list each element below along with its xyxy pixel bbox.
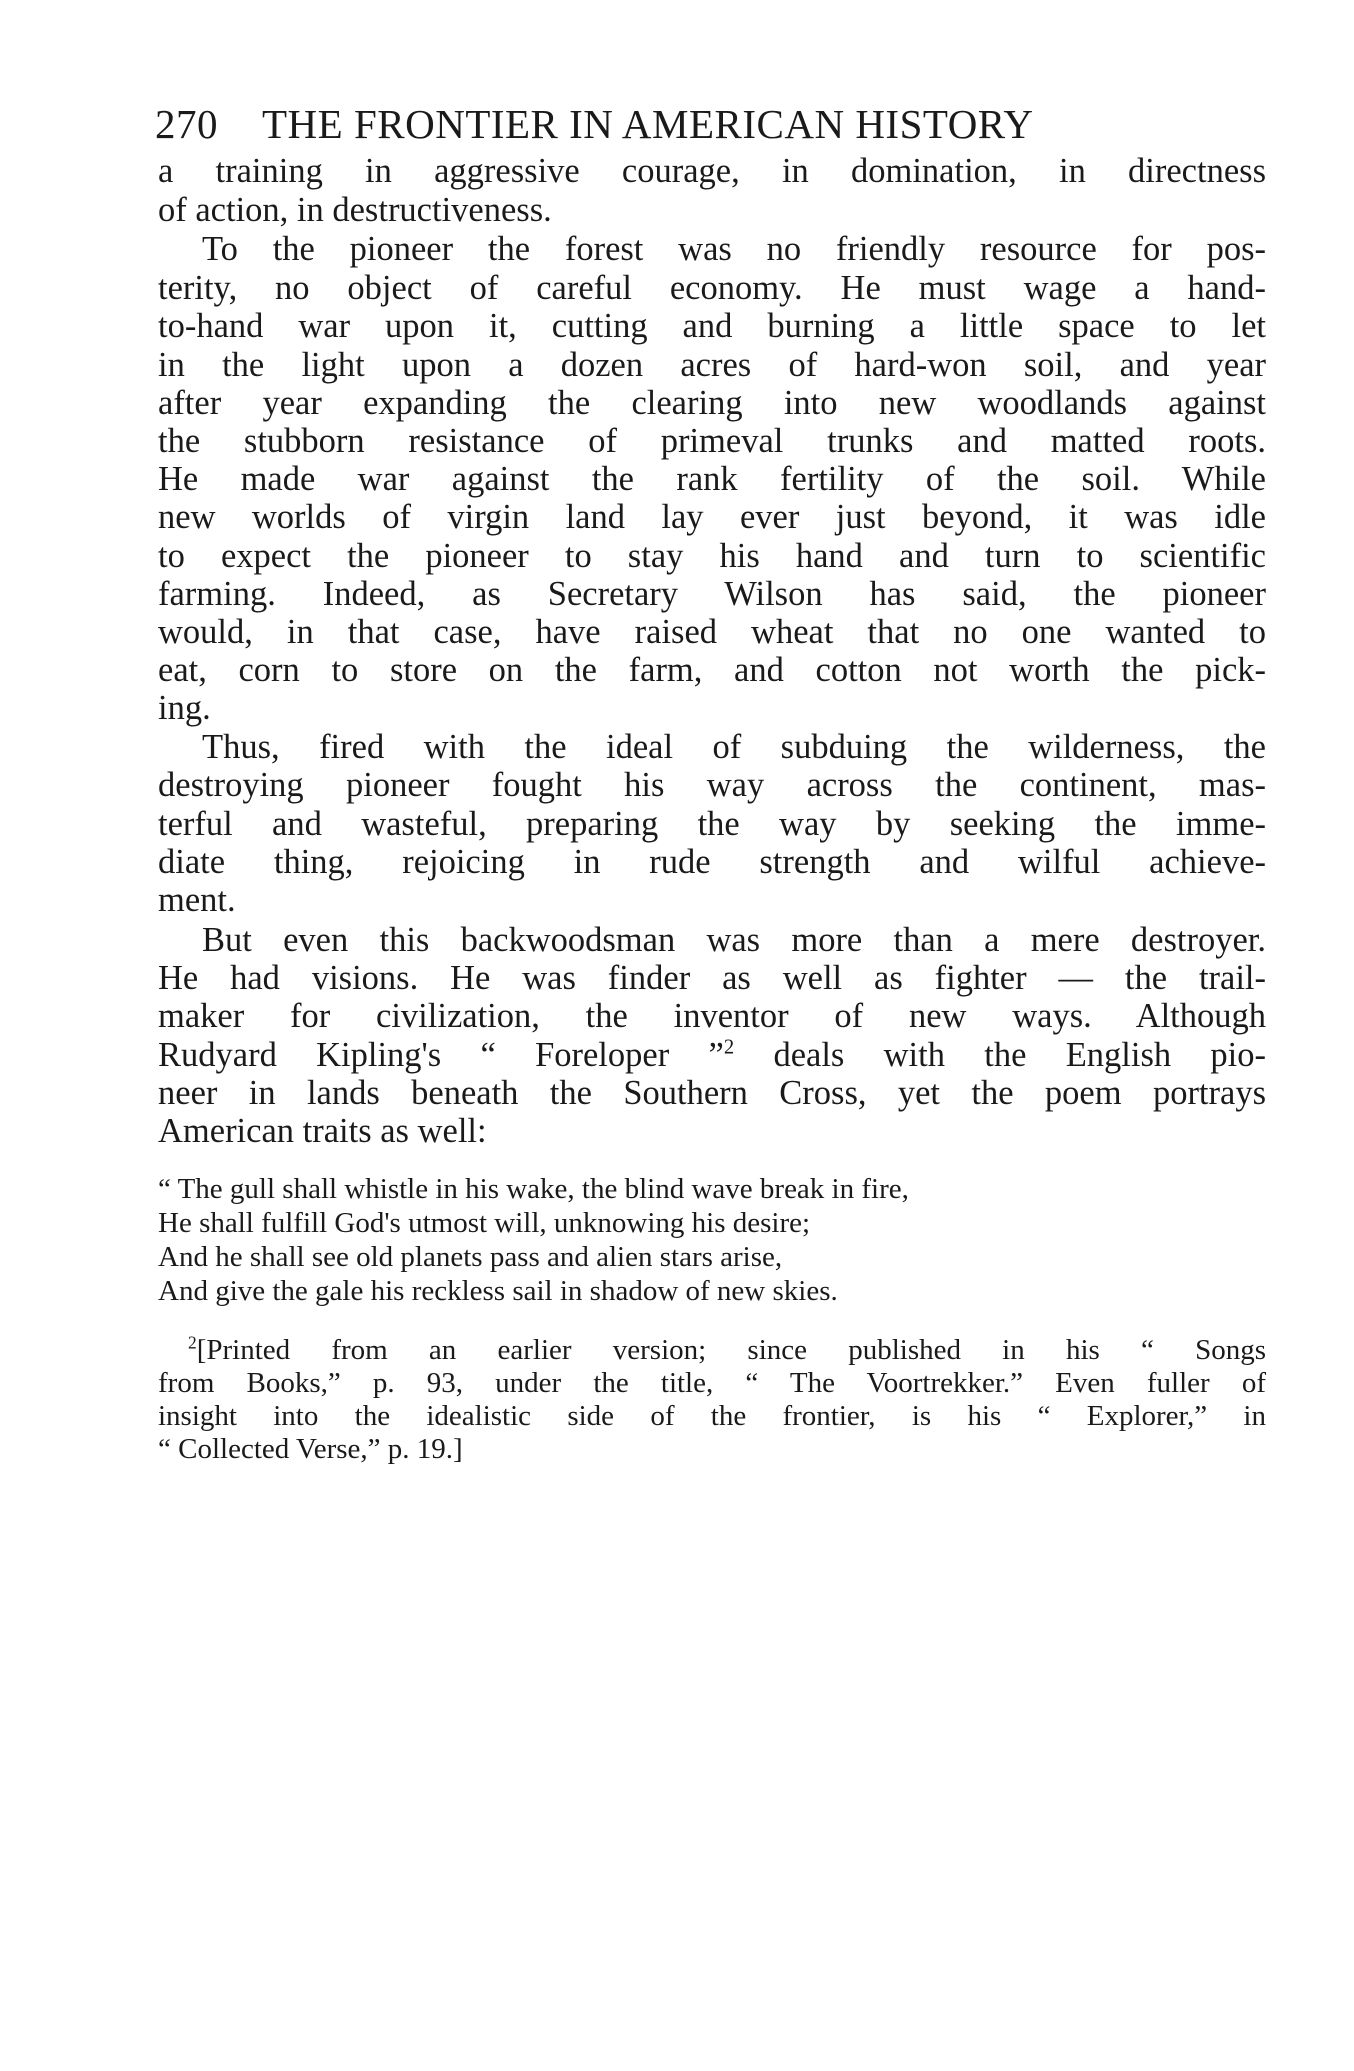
footnote-line: from Books,” p. 93, under the title, “ The Voortrekker.” Even fuller of <box>158 1367 1266 1399</box>
poem-line: “ The gull shall whistle in his wake, the blind wave break in fire, <box>158 1173 909 1205</box>
footnote-line: “ Collected Verse,” p. 19.] <box>158 1433 463 1465</box>
body-line: ment. <box>158 881 236 919</box>
body-line: destroying pioneer fought his way across the continent, mas- <box>158 766 1266 804</box>
body-line: terity, no object of careful economy. He must wage a hand- <box>158 269 1266 307</box>
body-line: to expect the pioneer to stay his hand and turn to scientific <box>158 537 1266 575</box>
body-line: farming. Indeed, as Secretary Wilson has said, the pioneer <box>158 575 1266 613</box>
body-line-with-footnote-ref <box>158 1035 1266 1075</box>
body-line: neer in lands beneath the Southern Cross, yet the poem portrays <box>158 1074 1266 1112</box>
running-header <box>155 100 1265 148</box>
footnote-line <box>158 1333 1266 1367</box>
running-title: THE FRONTIER IN AMERICAN HISTORY <box>262 101 1034 147</box>
footnote-text: [Printed from an earlier version; since published in his “ Songs <box>196 1334 1266 1366</box>
poem-line: He shall fulfill God's utmost will, unknowing his desire; <box>158 1207 811 1239</box>
body-line: American traits as well: <box>158 1112 487 1150</box>
poem-line: And give the gale his reckless sail in shadow of new skies. <box>158 1275 838 1307</box>
footnote-line: insight into the idealistic side of the frontier, is his “ Explorer,” in <box>158 1400 1266 1432</box>
body-line: a training in aggressive courage, in domination, in directness <box>158 152 1266 190</box>
body-line: Thus, fired with the ideal of subduing the wilderness, the <box>202 728 1266 766</box>
body-line: He had visions. He was finder as well as fighter — the trail- <box>158 959 1266 997</box>
body-line: diate thing, rejoicing in rude strength and wilful achieve- <box>158 843 1266 881</box>
body-line: eat, corn to store on the farm, and cotton not worth the pick- <box>158 651 1266 689</box>
body-line: would, in that case, have raised wheat that no one wanted to <box>158 613 1266 651</box>
body-line: ing. <box>158 689 211 727</box>
body-line: new worlds of virgin land lay ever just beyond, it was idle <box>158 498 1266 536</box>
footnote-marker: 2 <box>188 1332 197 1353</box>
body-line: after year expanding the clearing into new woodlands against <box>158 384 1266 422</box>
body-line: of action, in destructiveness. <box>158 191 552 229</box>
footnote-reference[interactable]: 2 <box>723 1036 735 1059</box>
kipling-line-end: deals with the English pio- <box>734 1036 1266 1074</box>
body-line: to-hand war upon it, cutting and burning a little space to let <box>158 307 1266 345</box>
page-number: 270 <box>155 101 218 147</box>
body-line: He made war against the rank fertility of the soil. While <box>158 460 1266 498</box>
body-line: maker for civilization, the inventor of new ways. Although <box>158 997 1266 1035</box>
body-line: in the light upon a dozen acres of hard-won soil, and year <box>158 346 1266 384</box>
body-line: the stubborn resistance of primeval trunks and matted roots. <box>158 422 1266 460</box>
kipling-line-start: Rudyard Kipling's “ Foreloper ” <box>158 1036 724 1074</box>
body-line: But even this backwoodsman was more than a mere destroyer. <box>202 921 1266 959</box>
body-line: terful and wasteful, preparing the way by seeking the imme- <box>158 805 1266 843</box>
body-line: To the pioneer the forest was no friendly resource for pos- <box>202 230 1266 268</box>
poem-line: And he shall see old planets pass and alien stars arise, <box>158 1241 783 1273</box>
